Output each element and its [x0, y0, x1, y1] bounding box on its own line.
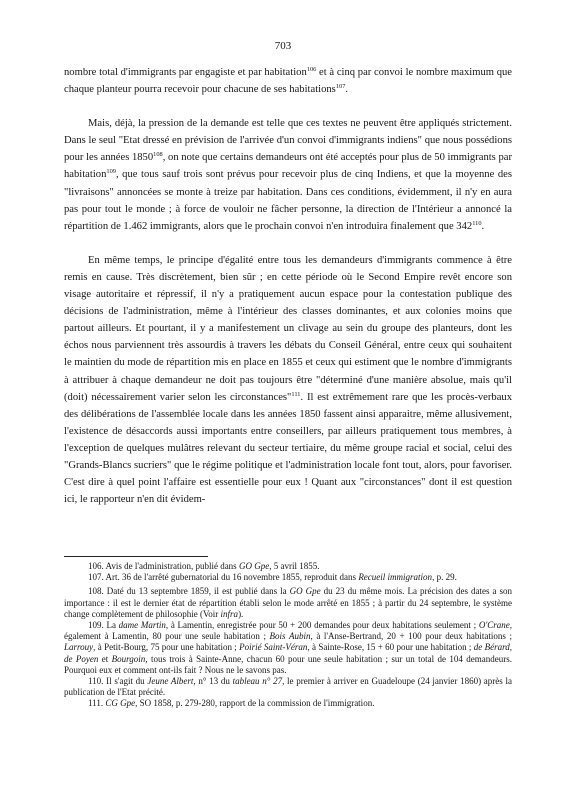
footnote-reference: 107: [335, 83, 346, 91]
italic-text: Bourgoin: [111, 653, 146, 664]
text-run: Mais, déjà, la pression de la demande est telle que ces textes ne peuvent être appliqués strictement. Dans le seul "Etat dressé en prévision de l'arrivée d'un convoi d'immigrants indiens" que nous possédions pour les années 1850: [64, 118, 512, 164]
italic-text: Jeune Albert: [147, 676, 194, 687]
text-run: 109. La: [88, 620, 119, 631]
text-run: 110. Il s'agit du: [88, 676, 148, 687]
paragraph-1: [64, 64, 512, 98]
italic-text: Recueil immigration: [358, 572, 433, 583]
text-run: , que tous sauf trois sont prévus pour recevoir plus de cinq Indiens, et que la moyenne des "livraisons" annoncées se monte à treize par habitation. Dans ces conditions, évidemment, il n'y en aura pas pour tout le monde ; à force de vouloir ne fâcher personne, la direction de l'Intérieur a annoncé la répartition de 1.462 immigrants, alors que le prochain convoi n'en introduira finalement que 342: [64, 169, 512, 232]
footnote-reference: 111: [291, 390, 301, 398]
body-text: [64, 64, 512, 508]
text-run: nombre total d'immigrants par engagiste et par habitation: [64, 67, 307, 78]
text-run: 108. Daté du 13 septembre 1859, il est publié dans la: [88, 586, 290, 597]
text-run: .: [481, 220, 485, 232]
text-run: En même temps, le principe d'égalité entre tous les demandeurs d'immigrants commence à être remis en cause. Très discrètement, bien sûr ; en cette période où le Second Empire revêt encore son visage autoritaire et répressif, il n'y a pratiquement aucun espace pour la contestation publique des décisions de l'administration, même à l'intérieur des classes dominantes, et aux colonies moins que partout ailleurs. Et pourtant, il y a manifestement un clivage au sein du groupe des planteurs, dont les échos nous parviennent très assourdis à travers les débats du Conseil Général, entre ceux qui souhaitent le maintien du mode de répartition mis en place en 1855 et ceux qui estiment que le nombre d'immigrants à attribuer à chaque demandeur ne doit pas toujours être "déterminé d'une manière absolue, mais qu'il (doit) nécessairement varier selon les circonstances": [64, 254, 512, 403]
italic-text: Larrouy: [64, 642, 94, 653]
italic-text: GO Gpe: [289, 586, 321, 597]
italic-text: GO Gpe: [238, 561, 270, 571]
text-run: , également à Lamentin, 80 pour une seule habitation ;: [64, 620, 513, 642]
text-run: et: [98, 653, 112, 664]
text-run: , on note que certains demandeurs ont été acceptés pour plus de 50 immigrants par habitation: [64, 152, 512, 181]
paragraph-2: [64, 115, 512, 235]
footnote-separator: [64, 556, 208, 557]
text-run: et à cinq par convoi le nombre maximum que chaque planteur pourra recevoir pour chacune de ses habitations: [64, 67, 513, 96]
page-number: 703: [274, 40, 292, 52]
text-run: , p. 29.: [432, 572, 457, 583]
footnotes: [64, 561, 512, 710]
text-run: 107. Art. 36 de l'arrêté gubernatorial du 16 novembre 1855, reproduit dans: [88, 572, 359, 583]
text-run: . Il est extrêmement rare que les procès-verbaux des délibérations de l'assemblée locale dans les années 1850 fassent ainsi apparaitre, même allusivement, l'existence de désaccords aussi importants entre conseillers, par ailleurs pratiquement tous membres, à l'exception de quelques mulâtres relevant du secteur tertiaire, du même groupe racial et social, celui des "Grands-Blancs sucriers" que le régime politique et l'administration locale font tout, alors, pour favoriser. C'est dire à quel point l'affaire est essentielle pour eux ! Quant aux "circonstances" dont il est question ici, le rapporteur n'en dit évidem-: [64, 391, 513, 506]
italic-text: O'Crane: [478, 620, 510, 631]
text-run: , le premier à arriver en Guadeloupe (24 janvier 1860) après la publication de l'Etat précité.: [64, 676, 512, 698]
italic-text: CG Gpe: [105, 698, 136, 709]
text-run: , n° 13 du: [193, 676, 233, 687]
italic-text: dame Martin: [118, 620, 166, 631]
text-run: 111.: [88, 698, 106, 709]
footnote-109: [64, 620, 512, 676]
footnote-108: [64, 586, 512, 620]
text-run: , 5 avril 1855.: [269, 561, 320, 571]
text-run: , tous trois à Sainte-Anne, chacun 60 pour une seule habitation ; sur un total de 104 demandeurs. Pourquoi eux et comment ont-ils fait ? Nous ne le savons pas.: [64, 653, 513, 675]
italic-text: tableau n° 27: [232, 676, 283, 687]
text-run: ).: [238, 608, 244, 619]
text-run: , à Sainte-Rose, 15 + 60 pour une habitation ;: [307, 642, 474, 653]
text-run: .: [345, 84, 349, 96]
footnote-reference: 108: [153, 151, 163, 159]
footnote-reference: 106: [306, 66, 317, 73]
footnote-107: [64, 572, 512, 583]
text-run: , à Petit-Bourg, 75 pour une habitation ;: [93, 642, 240, 653]
text-run: , SO 1858, p. 279-280, rapport de la commission de l'immigration.: [135, 698, 375, 709]
text-run: 106. Avis de l'administration, publié dans: [88, 561, 239, 571]
text-run: du 23 du même mois. La précision des dates a son importance : il est le dernier état de répartition établi selon le mode arrêté en 1855 ; à partir du 24 septembre, le système change complètement de philosophie (Voir: [64, 586, 512, 619]
text-run: , à Lamentin, enregistrée pour 50 + 200 demandes pour deux habitations seulement ;: [165, 620, 479, 631]
italic-text: Bois Aubin: [269, 631, 311, 642]
italic-text: de Bérard, de Poyen: [64, 642, 512, 664]
footnote-110: [64, 676, 512, 698]
footnote-reference: 110: [472, 219, 482, 227]
footnote-106: [64, 561, 512, 572]
italic-text: Poirié Saint-Véran: [239, 642, 308, 653]
footnote-111: [64, 698, 512, 709]
italic-text: infra: [220, 608, 239, 619]
text-run: , à l'Anse-Bertrand, 20 + 100 pour deux habitations ;: [310, 631, 512, 642]
paragraph-3: [64, 252, 512, 508]
footnote-reference: 109: [106, 168, 116, 176]
